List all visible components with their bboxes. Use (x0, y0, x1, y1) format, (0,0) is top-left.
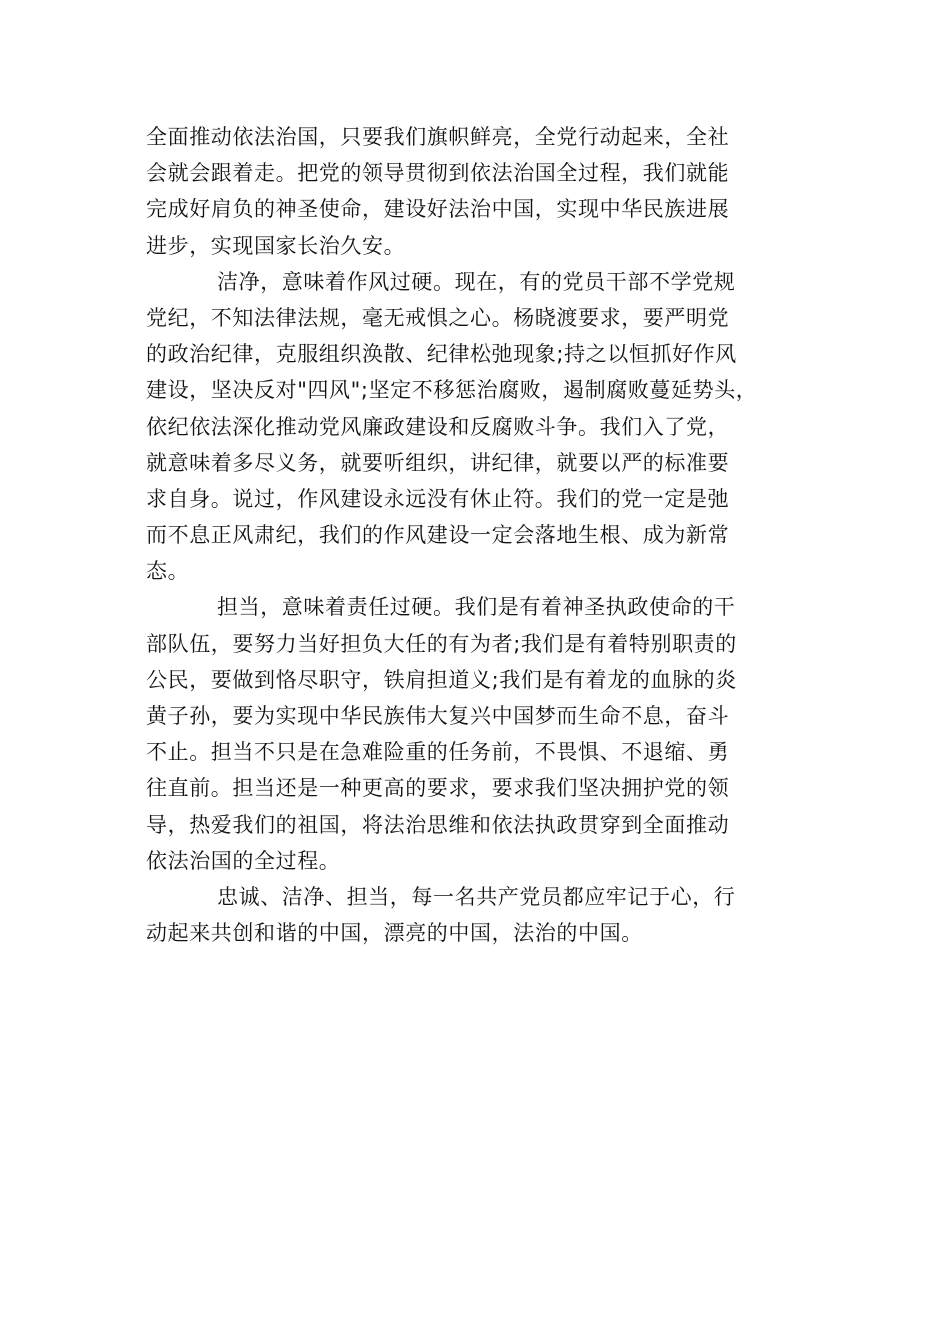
text-line: 全面推动依法治国，只要我们旗帜鲜亮，全党行动起来，全社 (146, 125, 730, 149)
text-line: 黄子孙，要为实现中华民族伟大复兴中国梦而生命不息，奋斗 (146, 704, 730, 728)
text-line: 就意味着多尽义务，就要听组织，讲纪律，就要以严的标准要 (146, 450, 730, 475)
text-line: 态。 (146, 559, 190, 584)
text-line: 动起来共创和谐的中国，漂亮的中国，法治的中国。 (146, 921, 643, 946)
text-line: 的政治纪律，克服组织涣散、纪律松弛现象;持之以恒抓好作风 (146, 342, 737, 367)
text-line: 导，热爱我们的祖国，将法治思维和依法执政贯穿到全面推动 (146, 812, 730, 837)
text-line: 建设，坚决反对"四风";坚定不移惩治腐败，遏制腐败蔓延势头， (146, 378, 758, 403)
paragraph-first-line: 忠诚、洁净、担当，每一名共产党员都应牢记于心，行 (217, 884, 736, 909)
text-line: 部队伍，要努力当好担负大任的有为者;我们是有着特别职责的 (146, 631, 737, 656)
text-line: 完成好肩负的神圣使命，建设好法治中国，实现中华民族进展 (146, 197, 730, 222)
text-line: 会就会跟着走。把党的领导贯彻到依法治国全过程，我们就能 (146, 161, 730, 186)
text-line: 不止。担当不只是在急难险重的任务前，不畏惧、不退缩、勇 (146, 740, 730, 765)
text-line: 求自身。说过，作风建设永远没有休止符。我们的党一定是弛 (146, 486, 730, 511)
text-line: 依纪依法深化推动党风廉政建设和反腐败斗争。我们入了党， (146, 414, 730, 439)
document-body (146, 119, 816, 951)
text-line: 往直前。担当还是一种更高的要求，要求我们坚决拥护党的领 (146, 776, 730, 801)
text-line: 进步，实现国家长治久安。 (146, 233, 406, 258)
text-line: 公民，要做到恪尽职守，铁肩担道义;我们是有着龙的血脉的炎 (146, 667, 737, 692)
text-line: 而不息正风肃纪，我们的作风建设一定会落地生根、成为新常 (146, 523, 730, 548)
paragraph-first-line: 担当，意味着责任过硬。我们是有着神圣执政使命的干 (217, 595, 736, 620)
text-line: 依法治国的全过程。 (146, 848, 341, 873)
paragraph-first-line: 洁净，意味着作风过硬。现在，有的党员干部不学党规 (217, 269, 736, 294)
text-line: 党纪，不知法律法规，毫无戒惧之心。杨晓渡要求，要严明党 (146, 305, 730, 330)
